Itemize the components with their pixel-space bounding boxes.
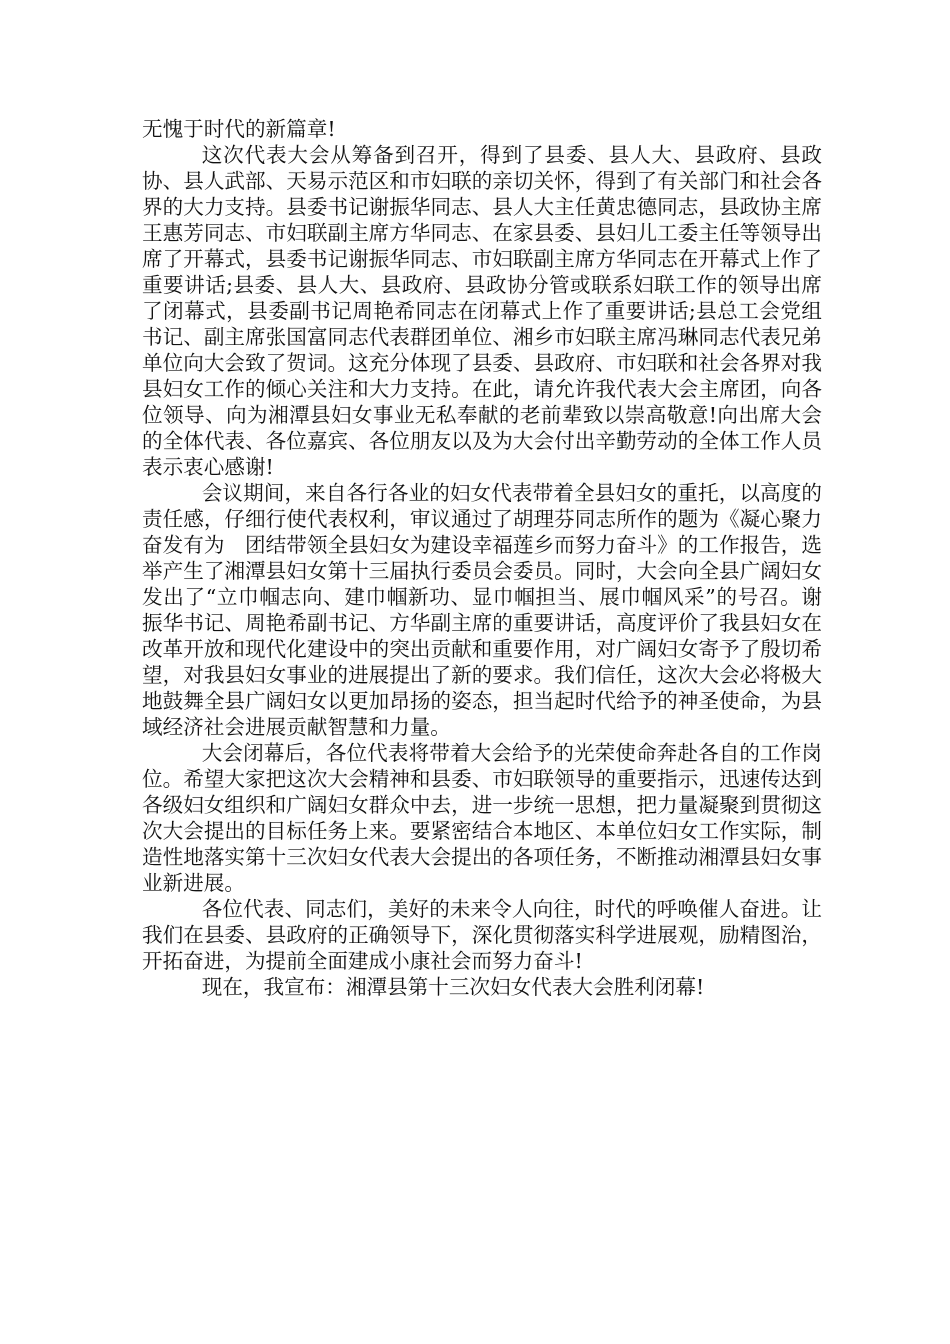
paragraph-after-closing: 大会闭幕后，各位代表将带着大会给予的光荣使命奔赴各自的工作岗位。希望大家把这次大会精神和县委、市妇联领导的重要指示，迅速传达到各级妇女组织和广阔妇女群众中去，进一步统一思想，把力量凝聚到贯彻这次大会提出的目标任务上来。要紧密结合本地区、本单位妇女工作实际，制造性地落实第十三次妇女代表大会提出的各项任务，不断推动湘潭县妇女事业新进展。 bbox=[142, 741, 822, 895]
paragraph-continuation: 无愧于时代的新篇章! bbox=[142, 117, 336, 141]
paragraph-closing-declaration: 现在，我宣布：湘潭县第十三次妇女代表大会胜利闭幕! bbox=[201, 975, 705, 999]
paragraph-meeting-summary: 会议期间，来自各行各业的妇女代表带着全县妇女的重托，以高度的责任感，仔细行使代表权利，审议通过了胡理芬同志所作的题为《凝心聚力 奋发有为 团结带领全县妇女为建设幸福莲乡而努力奋斗》的工作报告，选举产生了湘潭县妇女第十三届执行委员会委员。同时，大会向全县广阔妇女发出了“立巾帼志向、建巾帼新功、显巾帼担当、展巾帼风采”的号召。谢振华书记、周艳希副书记、方华副主席的重要讲话，高度评价了我县妇女在改革开放和现代化建设中的突出贡献和重要作用，对广阔妇女寄予了殷切希望，对我县妇女事业的进展提出了新的要求。我们信任，这次大会必将极大地鼓舞全县广阔妇女以更加昂扬的姿态，担当起时代给予的神圣使命，为县域经济社会进展贡献智慧和力量。 bbox=[142, 481, 843, 739]
speech-text bbox=[142, 116, 843, 1000]
paragraph-call-to-action: 各位代表、同志们，美好的未来令人向往，时代的呼唤催人奋进。让我们在县委、县政府的正确领导下，深化贯彻落实科学进展观，励精图治，开拓奋进，为提前全面建成小康社会而努力奋斗! bbox=[142, 897, 822, 973]
paragraph-support-thanks: 这次代表大会从筹备到召开，得到了县委、县人大、县政府、县政协、县人武部、天易示范区和市妇联的亲切关怀，得到了有关部门和社会各界的大力支持。县委书记谢振华同志、县人大主任黄忠德同志，县政协主席王惠芳同志、市妇联副主席方华同志、在家县委、县妇儿工委主任等领导出席了开幕式，县委书记谢振华同志、市妇联副主席方华同志在开幕式上作了重要讲话;县委、县人大、县政府、县政协分管或联系妇联工作的领导出席了闭幕式，县委副书记周艳希同志在闭幕式上作了重要讲话;县总工会党组书记、副主席张国富同志代表群团单位、湘乡市妇联主席冯琳同志代表兄弟单位向大会致了贺词。这充分体现了县委、县政府、市妇联和社会各界对我县妇女工作的倾心关注和大力支持。在此，请允许我代表大会主席团，向各位领导、向为湘潭县妇女事业无私奉献的老前辈致以崇高敬意!向出席大会的全体代表、各位嘉宾、各位朋友以及为大会付出辛勤劳动的全体工作人员表示衷心感谢! bbox=[142, 143, 822, 479]
